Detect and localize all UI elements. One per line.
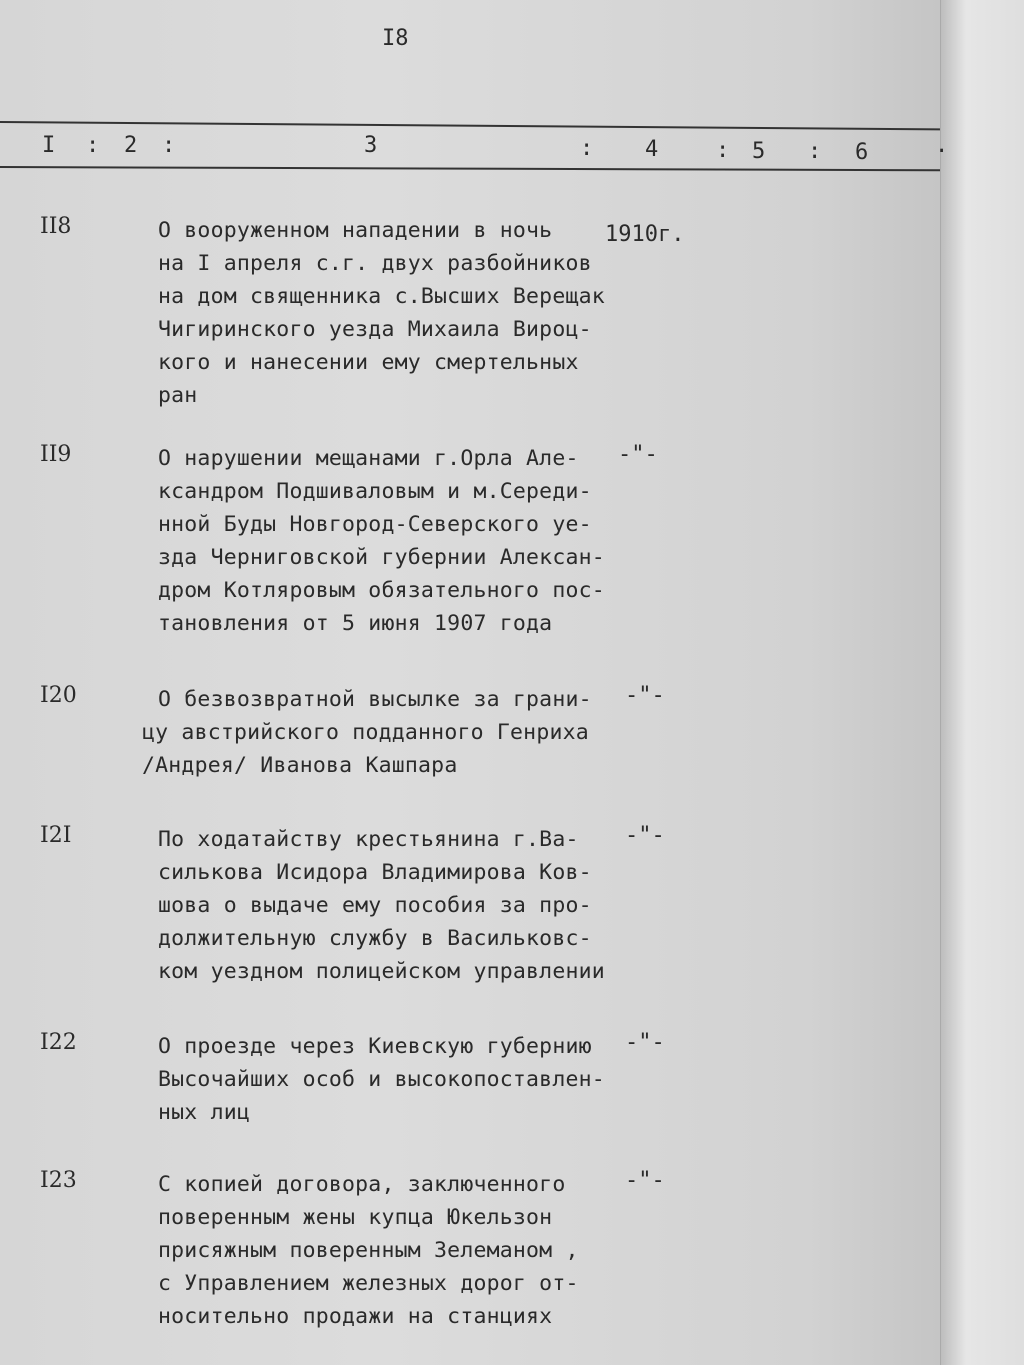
entry-description xyxy=(142,683,628,782)
description-line: на дом священника с.Высших Верещак xyxy=(158,284,605,309)
entry-description xyxy=(158,1168,628,1333)
entry-date: 1910г. xyxy=(605,222,685,247)
column-separator: : xyxy=(808,139,822,164)
entry-date: -"- xyxy=(625,823,665,848)
entry-description xyxy=(158,442,628,640)
entry-date: -"- xyxy=(625,683,665,708)
description-line: силькова Исидора Владимирова Ков- xyxy=(158,860,592,885)
column-3-label: 3 xyxy=(364,133,378,158)
column-separator: : xyxy=(162,133,176,158)
entry-date: -"- xyxy=(618,442,658,467)
description-line: должительную службу в Васильковс- xyxy=(158,926,592,951)
description-line: дром Котляровым обязательного пос- xyxy=(158,578,605,603)
description-line: зда Черниговской губернии Алексан- xyxy=(158,545,605,570)
entry-number: I23 xyxy=(40,1168,77,1193)
description-line: О вооруженном нападении в ночь xyxy=(158,218,553,243)
column-separator: : xyxy=(86,133,100,158)
description-line: нной Буды Новгород-Северского уе- xyxy=(158,512,592,537)
description-line: кого и нанесении ему смертельных xyxy=(158,350,579,375)
description-line: ран xyxy=(158,383,198,408)
description-line: ных лиц xyxy=(158,1100,251,1125)
entry-number: I2I xyxy=(40,823,72,848)
entry-date: -"- xyxy=(625,1030,665,1055)
column-separator: . xyxy=(935,133,949,158)
column-separator: : xyxy=(580,136,594,161)
page-number: I8 xyxy=(382,26,409,51)
description-line: Чигиринского уезда Михаила Вироц- xyxy=(158,317,592,342)
entry-description xyxy=(158,823,628,988)
column-4-label: 4 xyxy=(645,137,659,162)
column-1-label: I xyxy=(42,133,56,158)
entry-description xyxy=(158,1030,628,1129)
description-line: носительно продажи на станциях xyxy=(158,1304,553,1329)
description-line: с Управлением железных дорог от- xyxy=(158,1271,579,1296)
description-line: тановления от 5 июня 1907 года xyxy=(158,611,553,636)
column-2-label: 2 xyxy=(124,133,138,158)
column-separator: : xyxy=(716,138,730,163)
description-line: шова о выдаче ему пособия за про- xyxy=(158,893,592,918)
entry-number: II9 xyxy=(40,442,72,467)
entry-number: I20 xyxy=(40,683,77,708)
entry-number: I22 xyxy=(40,1030,77,1055)
column-5-label: 5 xyxy=(752,139,766,164)
description-line: на I апреля с.г. двух разбойников xyxy=(158,251,592,276)
description-line: По ходатайству крестьянина г.Ва- xyxy=(158,827,579,852)
description-line: О проезде через Киевскую губернию xyxy=(158,1034,592,1059)
description-line: О нарушении мещанами г.Орла Але- xyxy=(158,446,579,471)
description-line: Высочайших особ и высокопоставлен- xyxy=(158,1067,605,1092)
column-6-label: 6 xyxy=(855,140,869,165)
description-line: С копией договора, заключенного xyxy=(158,1172,566,1197)
description-line: О безвозвратной высылке за грани- xyxy=(158,687,592,712)
description-line: присяжным поверенным Зелеманом , xyxy=(158,1238,579,1263)
description-line: /Андрея/ Иванова Кашпара xyxy=(142,753,458,778)
column-header-row xyxy=(0,133,949,165)
next-page-edge xyxy=(940,0,1024,1365)
description-line: ксандром Подшиваловым и м.Середи- xyxy=(158,479,592,504)
description-line: ком уездном полицейском управлении xyxy=(158,959,605,984)
description-line: цу австрийского подданного Генриха xyxy=(142,720,589,745)
description-line: поверенным жены купца Юкельзон xyxy=(158,1205,553,1230)
entry-date: -"- xyxy=(625,1168,665,1193)
entry-number: II8 xyxy=(40,214,72,239)
entry-description xyxy=(158,214,628,412)
